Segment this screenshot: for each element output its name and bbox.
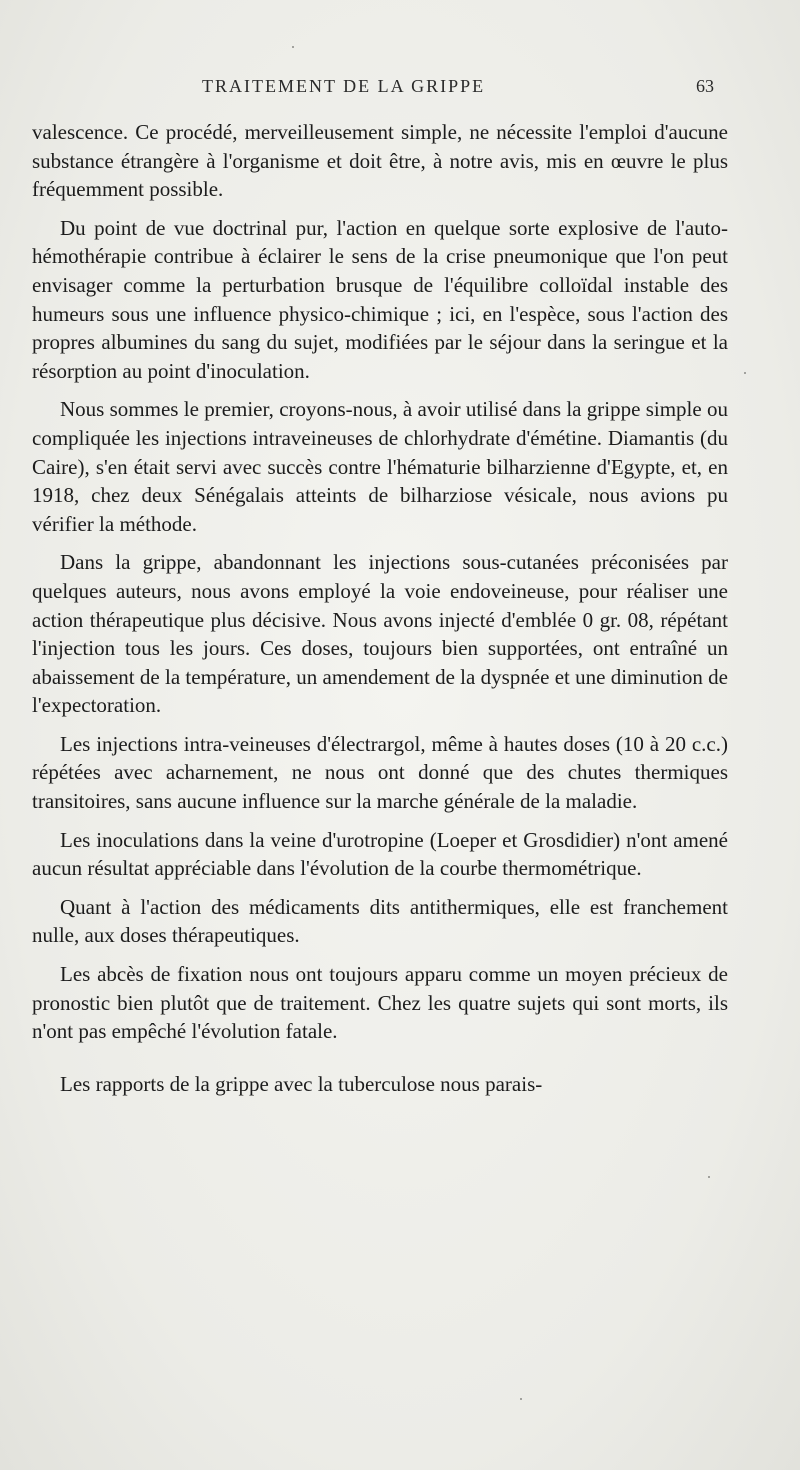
paragraph: Les rapports de la grippe avec la tuberculose nous parais- xyxy=(60,1071,543,1096)
paragraph: Les abcès de fixation nous ont toujours apparu comme un moyen précieux de pronostic bien plutôt que de traitement. Chez les quatre sujets qui sont morts, ils n'ont pas empêché l'évolution fatale. xyxy=(32,962,728,1044)
body-text xyxy=(32,118,728,1108)
paragraph: Du point de vue doctrinal pur, l'action en quelque sorte explosive de l'auto-hémothérapie contribue à éclairer le sens de la crise pneumonique que l'on peut envisager comme la perturbation brusque de l'équilibre colloïdal instable des humeurs sous une influence physico-chimique ; ici, en l'espèce, sous l'action des propres albumines du sang du sujet, modifiées par le séjour dans la seringue et la résorption au point d'inoculation. xyxy=(32,215,728,383)
paragraph: Nous sommes le premier, croyons-nous, à avoir utilisé dans la grippe simple ou compliquée les injections intraveineuses de chlorhydrate d'émétine. Diamantis (du Caire), s'en était servi avec succès contre l'hématurie bilharzienne d'Egypte, et, en 1918, chez deux Sénégalais atteints de bilharziose vésicale, nous avions pu vérifier la méthode. xyxy=(32,397,728,536)
paragraph: Quant à l'action des médicaments dits antithermiques, elle est franchement nulle, aux doses thérapeutiques. xyxy=(32,894,728,948)
paper-speck xyxy=(708,1176,710,1178)
page-number: 63 xyxy=(696,76,714,96)
paragraph: valescence. Ce procédé, merveilleusement simple, ne nécessite l'emploi d'aucune substance étrangère à l'organisme et doit être, à notre avis, mis en œuvre le plus fréquemment possible. xyxy=(32,120,728,202)
paragraph: Dans la grippe, abandonnant les injections sous-cutanées préconisées par quelques auteurs, nous avons employé la voie endoveineuse, pour réaliser une action thérapeutique plus décisive. Nous avons injecté d'emblée 0 gr. 08, répétant l'injection tous les jours. Ces doses, toujours bien supportées, ont entraîné un abaissement de la température, un amendement de la dyspnée et une diminution de l'expectoration. xyxy=(32,550,728,718)
paragraph: Les injections intra-veineuses d'électrargol, même à hautes doses (10 à 20 c.c.) répétées avec acharnement, ne nous ont donné que des chutes thermiques transitoires, sans aucune influence sur la marche générale de la maladie. xyxy=(32,731,728,814)
paper-speck xyxy=(292,46,294,48)
page-header xyxy=(38,76,714,104)
paper-speck xyxy=(520,1398,522,1400)
paragraph: Les inoculations dans la veine d'urotropine (Loeper et Grosdidier) n'ont amené aucun résultat appréciable dans l'évolution de la courbe thermométrique. xyxy=(32,827,728,881)
paper-speck xyxy=(744,372,746,374)
running-head: TRAITEMENT DE LA GRIPPE xyxy=(202,76,486,96)
